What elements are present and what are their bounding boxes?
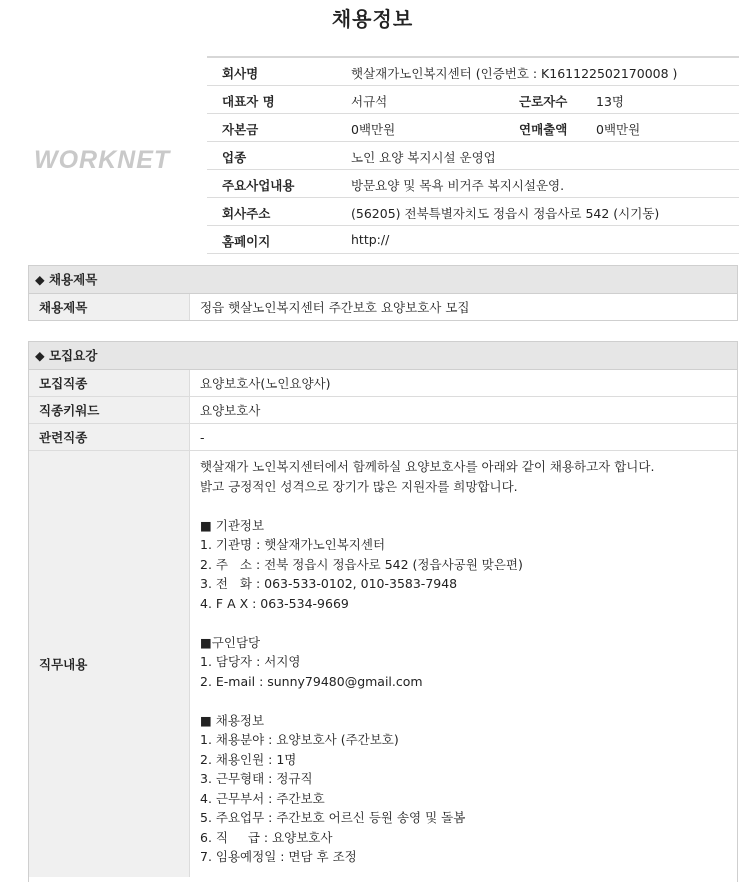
recruit-section-header: ◆ 모집요강: [29, 342, 737, 370]
svg-text:WORKNET: WORKNET: [34, 146, 171, 174]
homepage-row: [207, 226, 739, 254]
company-name-value: 햇살재가노인복지센터 (인증번호 : K161122502170008 ): [351, 66, 678, 81]
business-value: 방문요양 및 목욕 비거주 복지시설운영.: [351, 178, 565, 193]
description-line: 7. 임용예정일 : 면담 후 조정: [200, 849, 357, 864]
company-info-table: [207, 56, 739, 254]
recruit-row-label: 직종키워드: [29, 397, 190, 423]
recruit-row-value: 요양보호사: [200, 403, 261, 418]
recruit-row-label: 관련직종: [29, 424, 190, 450]
description-line: 5. 주요업무 : 주간보호 어르신 등원 송영 및 돌봄: [200, 810, 466, 825]
description-line: 밝고 긍정적인 성격으로 장기가 많은 지원자를 희망합니다.: [200, 478, 518, 494]
job-title-value: 정읍 햇살노인복지센터 주간보호 요양보호사 모집: [200, 300, 470, 315]
job-title-section: [28, 265, 738, 321]
description-line: [200, 496, 737, 516]
description-line: 4. F A X : 063-534-9669: [200, 595, 349, 611]
workers-value: 13명: [596, 94, 624, 109]
description-line: 1. 채용분야 : 요양보호사 (주간보호): [200, 732, 399, 747]
job-title-row: [29, 294, 737, 320]
description-line: 4. 근무부서 : 주간보호: [200, 790, 325, 806]
recruit-row: [29, 370, 737, 397]
industry-row: [207, 142, 739, 170]
address-value: (56205) 전북특별자치도 정읍시 정읍사로 542 (시기동): [351, 206, 660, 221]
address-row: [207, 198, 739, 226]
homepage-link[interactable]: http://: [351, 232, 390, 247]
description-line: 3. 전 화 : 063-533-0102, 010-3583-7948: [200, 576, 458, 591]
capital-label: 자본금: [222, 122, 259, 137]
workers-label: 근로자수: [519, 94, 568, 109]
description-line: 2. 주 소 : 전북 정읍시 정읍사로 542 (정읍사공원 맞은편): [200, 556, 523, 572]
description-line: [200, 613, 737, 633]
ceo-label: 대표자 명: [222, 94, 275, 109]
description-line: 햇살재가 노인복지센터에서 함께하실 요양보호사를 아래와 같이 채용하고자 합니다.: [200, 459, 655, 474]
job-description-body: [190, 451, 737, 877]
recruit-row: [29, 424, 737, 451]
description-line: ■ 기관정보: [200, 517, 265, 533]
company-name-label: 회사명: [222, 66, 259, 81]
ceo-row: [207, 86, 739, 114]
industry-value: 노인 요양 복지시설 운영업: [351, 150, 496, 165]
description-line: 1. 기관명 : 햇살재가노인복지센터: [200, 537, 386, 552]
job-title-section-header: ◆ 채용제목: [29, 266, 737, 294]
page-title: 채용정보: [331, 7, 414, 31]
recruit-row-label: 모집직종: [29, 370, 190, 396]
description-line: ■ 채용정보: [200, 712, 265, 728]
industry-label: 업종: [222, 150, 247, 165]
job-description-row: [29, 451, 737, 877]
recruit-section: [28, 341, 738, 882]
job-title-label: 채용제목: [29, 294, 190, 320]
business-row: [207, 170, 739, 198]
recruit-row-value: 요양보호사(노인요양사): [200, 376, 331, 391]
capital-value: 0백만원: [351, 122, 396, 137]
recruit-row: [29, 397, 737, 424]
description-line: ■구인담당: [200, 634, 261, 650]
description-line: 6. 직 급 : 요양보호사: [200, 829, 333, 845]
description-line: 3. 근무형태 : 정규직: [200, 771, 313, 786]
sales-value: 0백만원: [596, 122, 641, 137]
job-description-label: 직무내용: [29, 451, 190, 877]
ceo-value: 서규석: [351, 94, 388, 109]
worknet-logo: [32, 140, 184, 176]
capital-row: [207, 114, 739, 142]
description-line: [200, 691, 737, 711]
description-line: 1. 담당자 : 서지영: [200, 654, 301, 669]
company-name-row: [207, 58, 739, 86]
business-label: 주요사업내용: [222, 178, 295, 193]
email-line: 2. E-mail : sunny79480@gmail.com: [200, 673, 423, 689]
description-line: 2. 채용인원 : 1명: [200, 751, 297, 767]
homepage-label: 홈페이지: [222, 234, 271, 249]
address-label: 회사주소: [222, 206, 271, 221]
recruit-row-value: -: [200, 429, 205, 445]
sales-label: 연매출액: [519, 122, 568, 137]
